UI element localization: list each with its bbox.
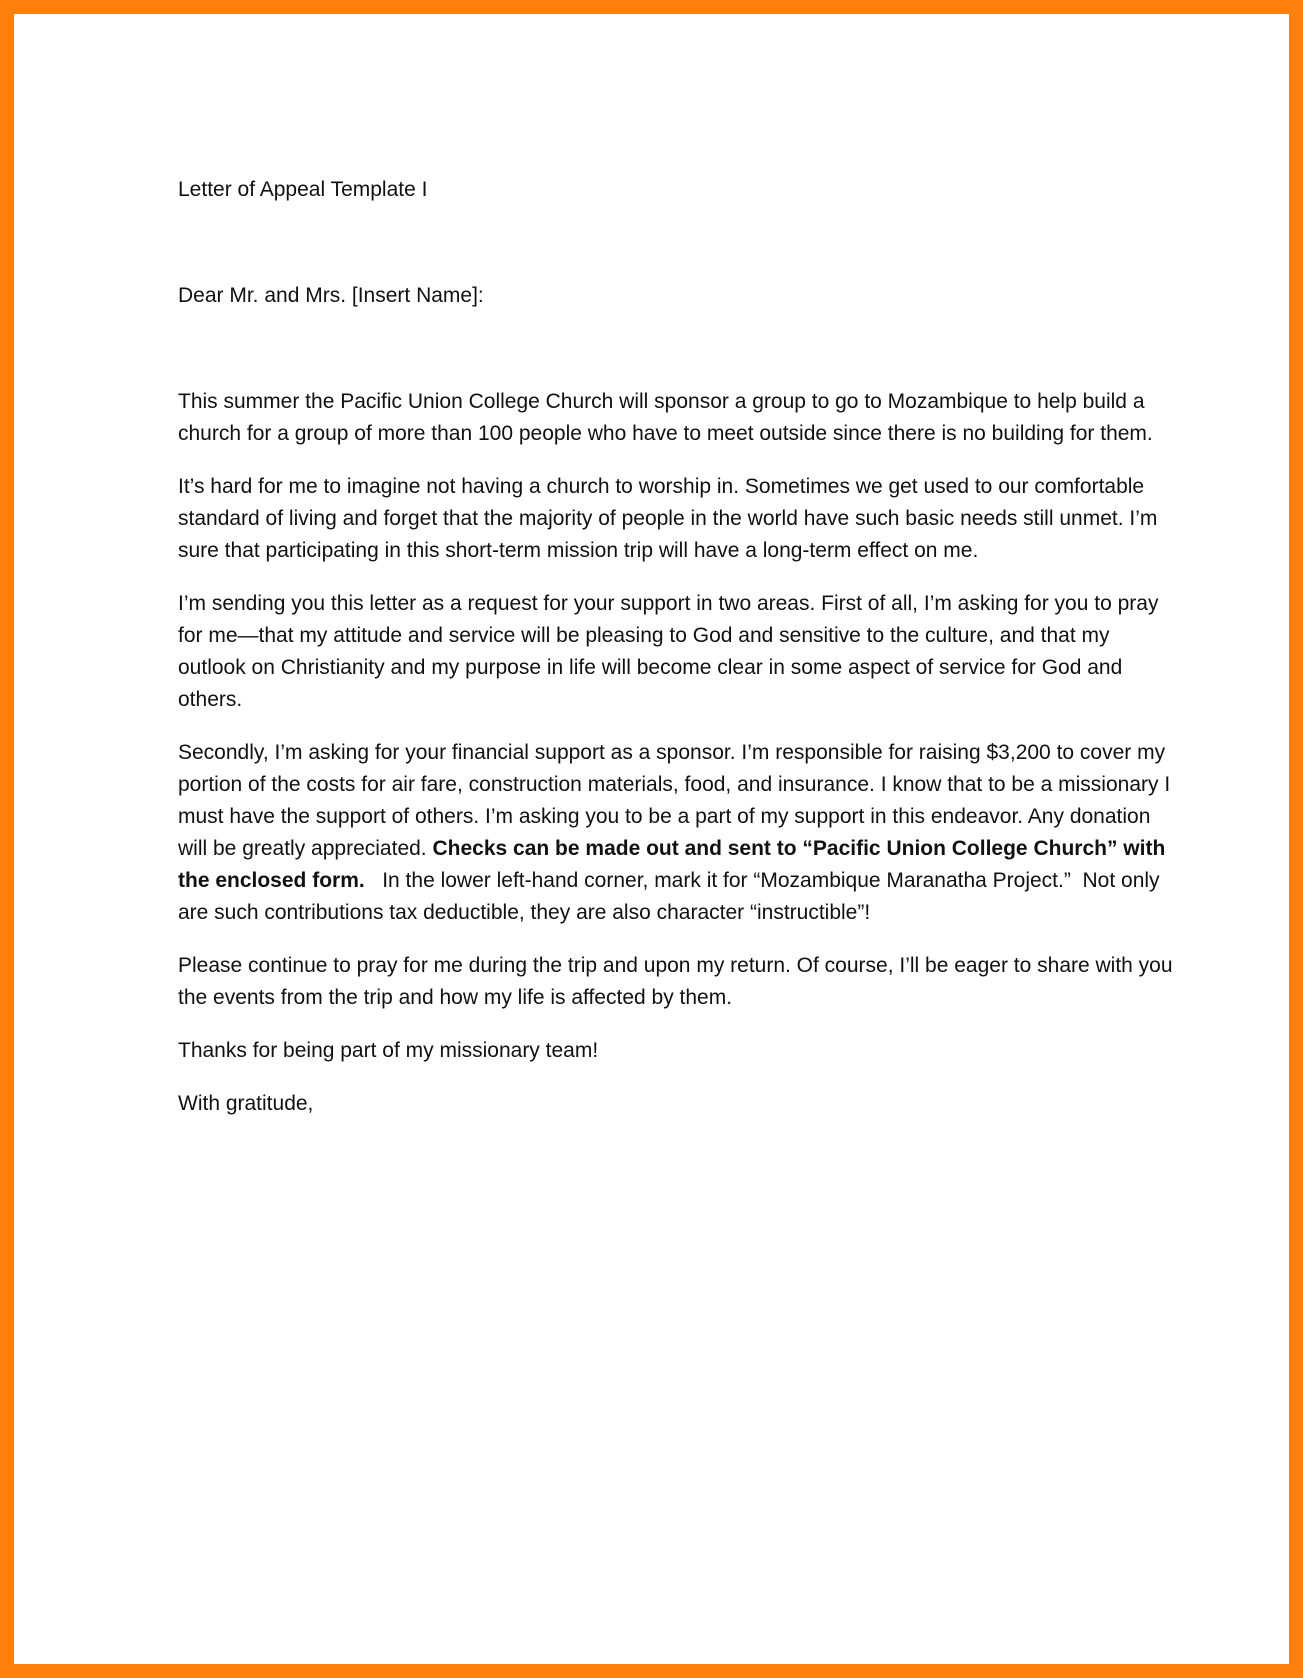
- financial-request-text: Secondly, I’m asking for your financial support as a sponsor. I’m responsible for raising $3,200 to cover my portion of the costs for air fare, construction materials, food, and insurance. I know that to be a missionary I must have the support of others. I’m asking you to be a part of my support in this endeavor. Any donation will be greatly appreciated.: [178, 741, 1171, 860]
- letter-document: [178, 174, 1178, 1120]
- paragraph-personal-reflection: It’s hard for me to imagine not having a church to worship in. Sometimes we get used to our comfortable standard of living and forget that the majority of people in the world have such basic needs still unmet. I’m sure that participating in this short-term mission trip will have a long-term effect on me.: [178, 475, 1158, 562]
- letter-closing: With gratitude,: [178, 1092, 314, 1115]
- paragraph-thanks: Thanks for being part of my missionary team!: [178, 1039, 599, 1062]
- paragraph-continued-prayer: Please continue to pray for me during the trip and upon my return. Of course, I’ll be eager to share with you the events from the trip and how my life is affected by them.: [178, 954, 1173, 1009]
- paragraph-financial-request: [178, 737, 1178, 929]
- paragraph-trip-intro: This summer the Pacific Union College Church will sponsor a group to go to Mozambique to help build a church for a group of more than 100 people who have to meet outside since there is no building for them.: [178, 390, 1153, 445]
- letter-salutation: Dear Mr. and Mrs. [Insert Name]:: [178, 284, 484, 307]
- check-instructions-bold: Checks can be made out and sent to “Pacific Union College Church” with the enclosed form.: [178, 837, 1166, 892]
- donation-marking-text: In the lower left-hand corner, mark it for “Mozambique Maranatha Project.” Not only are such contributions tax deductible, they are also character “instructible”!: [178, 869, 1166, 924]
- paragraph-prayer-request: I’m sending you this letter as a request for your support in two areas. First of all, I’m asking for you to pray for me—that my attitude and service will be pleasing to God and sensitive to the culture, and that my outlook on Christianity and my purpose in life will become clear in some aspect of service for God and others.: [178, 592, 1159, 711]
- letter-title: Letter of Appeal Template I: [178, 178, 428, 201]
